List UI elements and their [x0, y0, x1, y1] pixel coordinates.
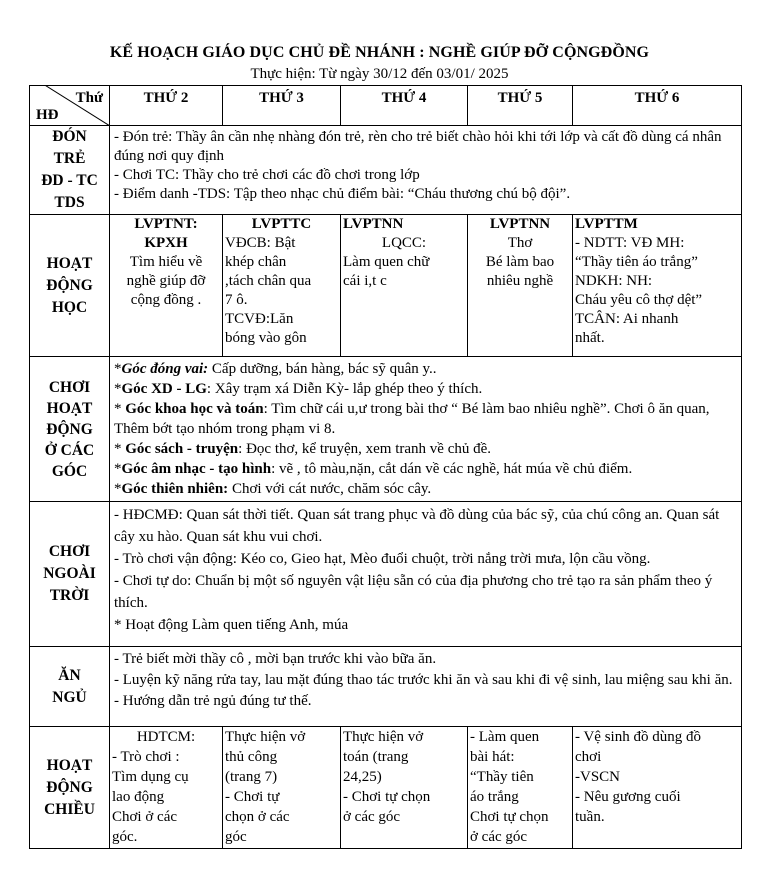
page-title: KẾ HOẠCH GIÁO DỤC CHỦ ĐỀ NHÁNH : NGHỀ GIÚP ĐỠ CỘNGĐỒNG — [109, 44, 650, 61]
row-hoat-dong-chieu — [30, 727, 742, 849]
goc-khoa-hoc-toan: * Góc khoa học và toán: Tìm chữ cái u,ư trong bài thơ “ Bé làm bao nhiêu nghề”. Chơi ô ăn quan, Thêm bớt tạo nhóm trong phạm vi 8. — [114, 401, 710, 437]
row-don-tre — [30, 126, 742, 215]
goc-xd-lg: *Góc XD - LG: Xây trạm xá Diễn Kỳ- lắp ghép theo ý thích. — [114, 381, 483, 397]
row-label-choi-goc: CHƠI HOẠT ĐỘNG Ở CÁC GÓC — [30, 357, 110, 502]
choi-goc-content — [110, 357, 742, 502]
goc-sach-truyen: * Góc sách - truyện: Đọc thơ, kể truyện, xem tranh về chủ đề. — [114, 441, 492, 457]
row-label-an-ngu: ĂN NGỦ — [30, 647, 110, 727]
hdc-thu: - Làm quen bài hát: “Thầy tiên áo trắng Chơi tự chọn ở các góc — [468, 727, 573, 849]
header-row — [30, 86, 742, 126]
day-header-tue: THỨ 3 — [223, 86, 341, 126]
don-tre-content: - Đón trẻ: Thầy ân cần nhẹ nhàng đón trẻ, rèn cho trẻ biết chào hỏi khi tới lớp và cất đồ dùng cá nhân đúng nơi quy định - Chơi TC: Thầy cho trẻ chơi các đồ chơi trong lớp - Điểm danh -TDS: Tập theo nhạc chủ điểm bài: “Cháu thương chú bộ đội”. — [110, 126, 742, 215]
hdh-fri: LVPTTM - NDTT: VĐ MH: “Thầy tiên áo trắng” NDKH: NH: Cháu yêu cô thợ dệt” TCÂN: Ai nhanh nhất. — [573, 215, 742, 357]
hdc-fri: - Vệ sinh đồ dùng đồ chơi -VSCN - Nêu gương cuối tuần. — [573, 727, 742, 849]
day-header-fri: THỨ 6 — [573, 86, 742, 126]
goc-dong-vai: *Góc đóng vai: Cấp dưỡng, bán hàng, bác sỹ quân y.. — [114, 361, 437, 377]
goc-thien-nhien: *Góc thiên nhiên: Chơi với cát nước, chăm sóc cây. — [114, 481, 432, 497]
corner-cell — [30, 86, 110, 126]
hdh-mon: LVPTNT: KPXH Tìm hiểu về nghề giúp đỡ cộng đồng . — [110, 215, 223, 357]
choi-ngoai-troi-content: - HĐCMĐ: Quan sát thời tiết. Quan sát trang phục và đồ dùng của bác sỹ, của chú công an. Quan sát cây xu hào. Quan sát khu vui chơi. - Trò chơi vận động: Kéo co, Gieo hạt, Mèo đuổi chuột, trời nắng trời mưa, lộn cầu vồng. - Chơi tự do: Chuẩn bị một số nguyên vật liệu sẵn có của địa phương cho trẻ tạo ra sản phẩm theo ý thích. * Hoạt động Làm quen tiếng Anh, múa — [110, 502, 742, 647]
goc-am-nhac-tao-hinh: *Góc âm nhạc - tạo hình: vẽ , tô màu,nặn, cắt dán về các nghề, hát múa về chủ điểm. — [114, 461, 633, 477]
row-choi-goc — [30, 357, 742, 502]
date-range: Thực hiện: Từ ngày 30/12 đến 03/01/ 2025 — [250, 66, 509, 82]
day-header-thu: THỨ 5 — [468, 86, 573, 126]
an-ngu-content: - Trẻ biết mời thầy cô , mời bạn trước khi vào bữa ăn. - Luyện kỹ năng rửa tay, lau mặt đúng thao tác trước khi ăn và sau khi đi vệ sinh, lau miệng sau khi ăn. - Hướng dẫn trẻ ngủ đúng tư thế. — [110, 647, 742, 727]
day-header-wed: THỨ 4 — [341, 86, 468, 126]
row-choi-ngoai-troi — [30, 502, 742, 647]
hdc-tue: Thực hiện vở thủ công (trang 7) - Chơi tự chọn ở các góc — [223, 727, 341, 849]
corner-thu: Thứ — [75, 90, 103, 106]
row-label-hoat-dong-hoc: HOẠT ĐỘNG HỌC — [30, 215, 110, 357]
row-label-choi-ngoai-troi: CHƠI NGOÀI TRỜI — [30, 502, 110, 647]
hdc-mon: HDTCM: - Trò chơi : Tìm dụng cụ lao động Chơi ở các góc. — [110, 727, 223, 849]
row-label-don-tre: ĐÓN TRẺ ĐD - TC TDS — [30, 126, 110, 215]
corner-hd: HĐ — [36, 107, 59, 123]
row-hoat-dong-hoc — [30, 215, 742, 357]
row-an-ngu — [30, 647, 742, 727]
hdh-thu: LVPTNN Thơ Bé làm bao nhiêu nghề — [468, 215, 573, 357]
day-header-mon: THỨ 2 — [110, 86, 223, 126]
hdh-wed: LVPTNN LQCC: Làm quen chữ cái i,t c — [341, 215, 468, 357]
hdc-wed: Thực hiện vở toán (trang 24,25) - Chơi tự chọn ở các góc — [341, 727, 468, 849]
weekly-plan-table — [29, 85, 742, 849]
hdh-tue: LVPTTC VĐCB: Bật khép chân ,tách chân qua 7 ô. TCVĐ:Lăn bóng vào gôn — [223, 215, 341, 357]
row-label-hoat-dong-chieu: HOẠT ĐỘNG CHIỀU — [30, 727, 110, 849]
